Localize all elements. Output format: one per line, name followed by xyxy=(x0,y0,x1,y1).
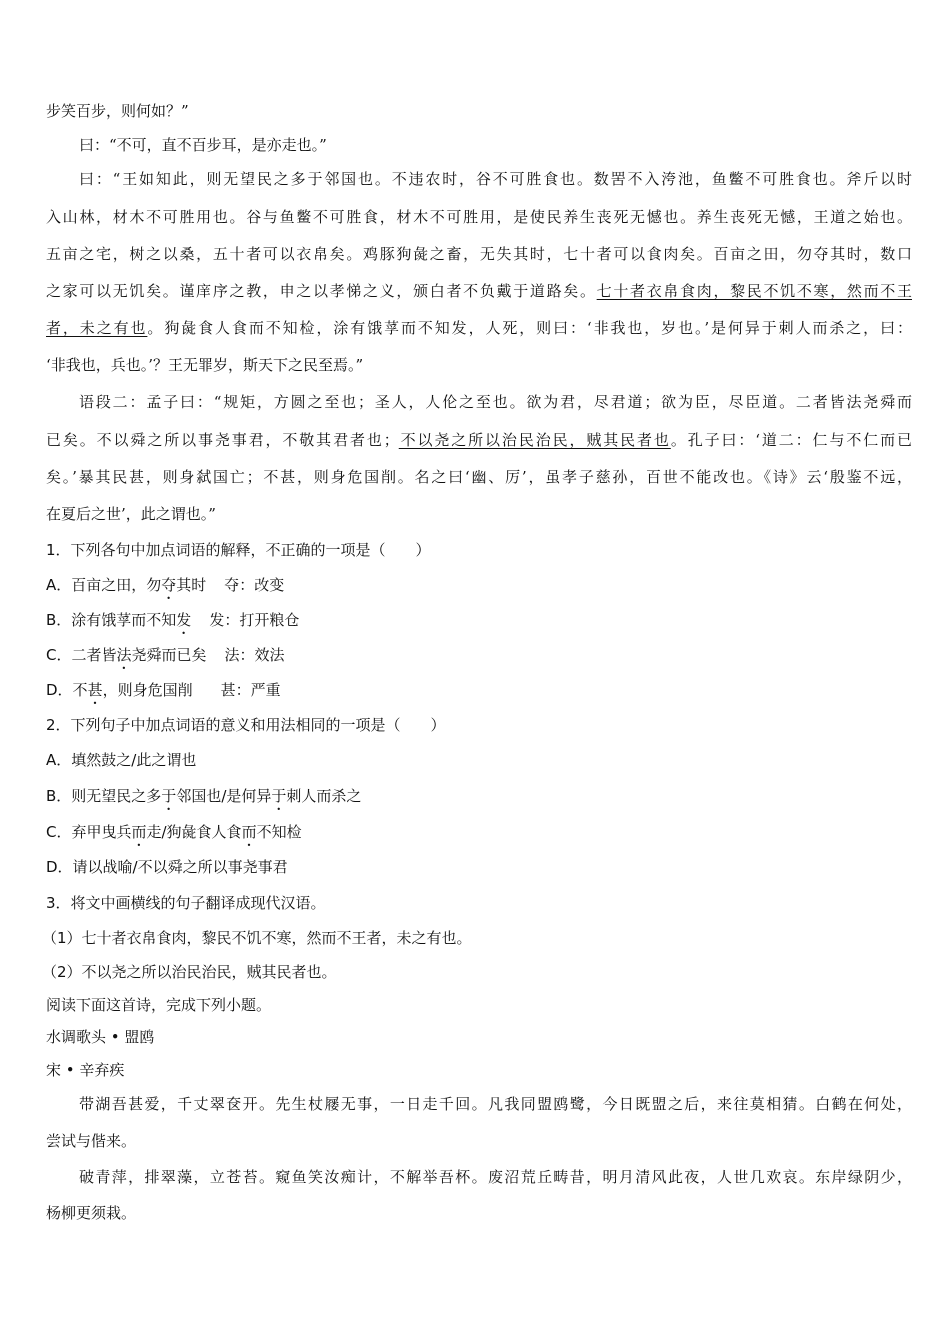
dotted-word: 甚 xyxy=(87,681,103,699)
passage-line-1: 步笑百步，则何如？” xyxy=(46,102,189,120)
option-text: ，则身危国削 xyxy=(102,681,193,699)
option-explanation: 甚：严重 xyxy=(220,681,281,699)
option-text: 不知检 xyxy=(256,823,302,841)
question-1-option-b xyxy=(46,610,912,638)
passage-line-8: ‘非我也，兵也。’？王无罪岁，斯天下之民至焉。” xyxy=(46,356,364,374)
question-3-stem: 3．将文中画横线的句子翻译成现代汉语。 xyxy=(46,894,326,912)
underlined-sentence-1b: 者，未之有也 xyxy=(46,319,148,337)
passage-text: 。狗彘食人食而不知检，涂有饿莩而不知发，人死，则曰：‘非我也，岁也。’是何异于刺人而杀之，曰： xyxy=(147,319,912,337)
dotted-word: 于 xyxy=(161,787,177,805)
passage-line-12: 在夏后之世’，此之谓也。” xyxy=(46,505,216,523)
dotted-word: 夺 xyxy=(161,576,177,594)
question-2-option-a: A．填然鼓之/此之谓也 xyxy=(46,751,197,769)
option-text: 邻国也/是何异 xyxy=(176,787,272,805)
option-text: D．不 xyxy=(46,681,88,699)
option-text: 尧舜而已矣 xyxy=(131,646,207,664)
question-2-option-d: D．请以战喻/不以舜之所以事尧事君 xyxy=(46,858,288,876)
poem-intro: 阅读下面这首诗，完成下列小题。 xyxy=(46,996,272,1014)
question-1-option-a xyxy=(46,575,912,603)
poem-title: 水调歌头 • 盟鸥 xyxy=(46,1028,155,1046)
underlined-sentence-2: 不以尧之所以治民治民，贼其民者也 xyxy=(398,431,671,449)
option-explanation: 发：打开粮仓 xyxy=(209,611,300,629)
dotted-word: 法 xyxy=(116,646,132,664)
poem-stanza-1-line-1: 带湖吾甚爱，千丈翠奁开。先生杖屦无事，一日走千回。凡我同盟鸥鹭，今日既盟之后，来往莫相猜。白鹤在何处， xyxy=(79,1095,912,1113)
passage-text: 。孔子曰：‘道二：仁与不仁而已 xyxy=(670,431,912,449)
option-explanation: 夺：改变 xyxy=(224,576,285,594)
option-text: A．百亩之田，勿 xyxy=(46,576,162,594)
option-text: 其时 xyxy=(176,576,207,594)
dotted-word: 而 xyxy=(241,823,257,841)
underlined-sentence-1a: 七十者衣帛食肉，黎民不饥不寒，然而不王 xyxy=(596,282,912,300)
question-3-sentence-2: （2）不以尧之所以治民治民，贼其民者也。 xyxy=(42,963,337,981)
question-1-stem: 1．下列各句中加点词语的解释，不正确的一项是（ ） xyxy=(46,541,431,559)
poem-stanza-2-line-1: 破青萍，排翠藻，立苍苔。窥鱼笑汝痴计，不解举吾杯。废沼荒丘畴昔，明月清风此夜，人世几欢哀。东岸绿阴少， xyxy=(79,1168,912,1186)
dotted-word: 而 xyxy=(131,823,147,841)
option-text: B．则无望民之多 xyxy=(46,787,162,805)
question-2-stem: 2．下列句子中加点词语的意义和用法相同的一项是（ ） xyxy=(46,716,446,734)
poem-stanza-2-line-2: 杨柳更须栽。 xyxy=(46,1204,137,1222)
option-text: B．涂有饿莩而不知 xyxy=(46,611,177,629)
passage-line-9: 语段二：孟子曰：“规矩，方圆之至也；圣人，人伦之至也。欲为君，尽君道；欲为臣，尽臣道。二者皆法尧舜而 xyxy=(79,393,912,411)
dotted-word: 于 xyxy=(271,787,287,805)
passage-line-10 xyxy=(46,430,912,450)
poem-stanza-1-line-2: 尝试与偕来。 xyxy=(46,1132,137,1150)
passage-text: 之家可以无饥矣。谨庠序之教，申之以孝悌之义，颁白者不负戴于道路矣。 xyxy=(46,282,597,300)
passage-line-4: 入山林，材木不可胜用也。谷与鱼鳖不可胜食，材木不可胜用，是使民养生丧死无憾也。养生丧死无憾，王道之始也。 xyxy=(46,208,912,226)
option-text: C．弃甲曳兵 xyxy=(46,823,132,841)
question-3-sentence-1: （1）七十者衣帛食肉，黎民不饥不寒，然而不王者，未之有也。 xyxy=(42,929,472,947)
dotted-word: 发 xyxy=(176,611,192,629)
passage-line-3: 曰：“王如知此，则无望民之多于邻国也。不违农时，谷不可胜食也。数罟不入洿池，鱼鳖不可胜食也。斧斤以时 xyxy=(79,170,912,188)
passage-line-6 xyxy=(46,281,912,301)
option-text: C．二者皆 xyxy=(46,646,117,664)
passage-text: 已矣。不以舜之所以事尧事君，不敬其君者也； xyxy=(46,431,399,449)
option-explanation: 法：效法 xyxy=(224,646,285,664)
passage-line-11: 矣。’暴其民甚，则身弑国亡；不甚，则身危国削。名之曰‘幽、厉’，虽孝子慈孙，百世不能改也。《诗》云‘殷鉴不远， xyxy=(46,468,912,486)
question-1-option-c xyxy=(46,645,912,673)
question-2-option-c xyxy=(46,822,912,850)
poem-author: 宋 • 辛弃疾 xyxy=(46,1061,125,1079)
option-text: 刺人而杀之 xyxy=(286,787,362,805)
option-text: 走/狗彘食人食 xyxy=(146,823,242,841)
passage-line-7 xyxy=(46,318,912,338)
question-1-option-d xyxy=(46,680,912,708)
passage-line-5: 五亩之宅，树之以桑，五十者可以衣帛矣。鸡豚狗彘之畜，无失其时，七十者可以食肉矣。百亩之田，勿夺其时，数口 xyxy=(46,245,912,263)
question-2-option-b xyxy=(46,786,912,814)
passage-line-2: 曰：“不可，直不百步耳，是亦走也。” xyxy=(79,136,327,154)
